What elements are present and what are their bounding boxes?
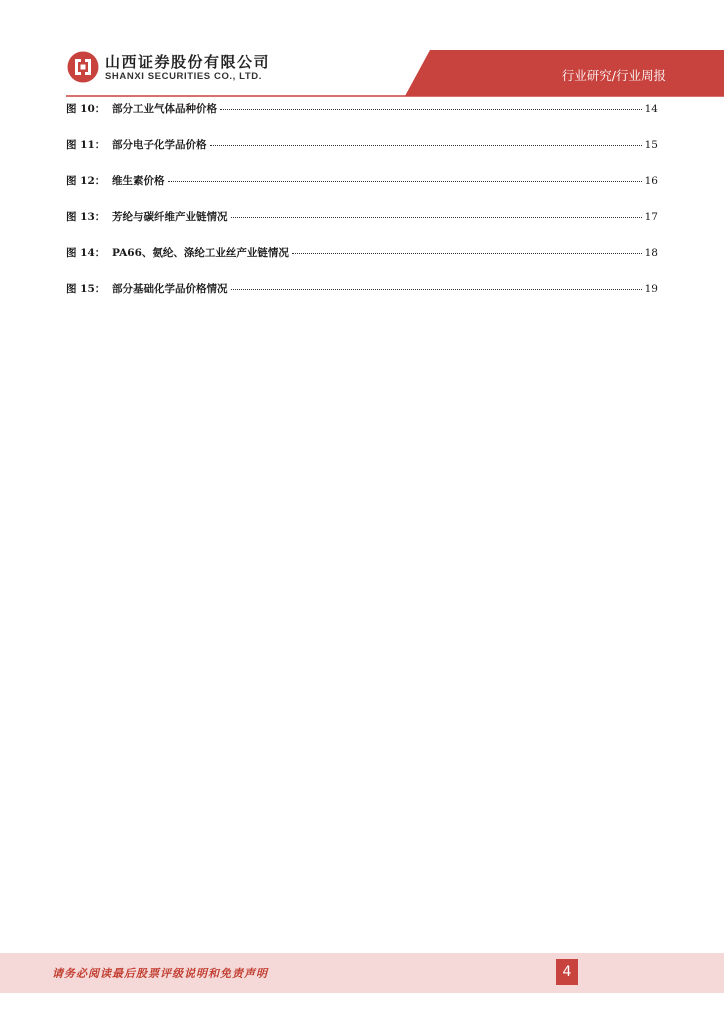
toc-entry[interactable] — [66, 281, 658, 317]
figure-label: 图 11： — [66, 139, 106, 151]
page-footer — [0, 953, 724, 993]
dot-leader — [231, 217, 642, 218]
toc-entry[interactable] — [66, 173, 658, 209]
figure-label: 图 14： — [66, 247, 106, 259]
figure-title: 芳纶与碳纤维产业链情况 — [112, 211, 228, 223]
figure-label: 图 10： — [66, 103, 106, 115]
dot-leader — [292, 253, 642, 254]
figure-label: 图 13： — [66, 211, 106, 223]
figure-title: 部分电子化学品价格 — [112, 139, 207, 151]
figure-page: 16 — [644, 175, 658, 187]
page-header — [0, 0, 724, 100]
company-name-en: SHANXI SECURITIES CO., LTD. — [105, 71, 262, 82]
figure-list — [66, 101, 658, 317]
figure-page: 18 — [644, 247, 658, 259]
toc-entry[interactable] — [66, 209, 658, 245]
figure-page: 17 — [644, 211, 658, 223]
header-band — [0, 0, 724, 100]
figure-label: 图 15： — [66, 283, 106, 295]
dot-leader — [220, 109, 642, 110]
company-logo-icon — [66, 50, 100, 84]
figure-title: 部分工业气体品种价格 — [112, 103, 217, 115]
dot-leader — [168, 181, 642, 182]
disclaimer-notice: 请务必阅读最后股票评级说明和免责声明 — [52, 967, 268, 980]
toc-entry[interactable] — [66, 245, 658, 281]
figure-title: 部分基础化学品价格情况 — [112, 283, 228, 295]
toc-entry[interactable] — [66, 101, 658, 137]
figure-title: 维生素价格 — [112, 175, 165, 187]
dot-leader — [231, 289, 642, 290]
page-number: 4 — [556, 959, 578, 985]
toc-entry[interactable] — [66, 137, 658, 173]
figure-page: 15 — [644, 139, 658, 151]
figure-page: 19 — [644, 283, 658, 295]
dot-leader — [210, 145, 642, 146]
figure-title: PA66、氨纶、涤纶工业丝产业链情况 — [112, 247, 289, 259]
company-name-cn: 山西证券股份有限公司 — [105, 53, 271, 71]
figure-label: 图 12： — [66, 175, 106, 187]
report-type: 行业研究/行业周报 — [561, 68, 666, 83]
figure-page: 14 — [644, 103, 658, 115]
